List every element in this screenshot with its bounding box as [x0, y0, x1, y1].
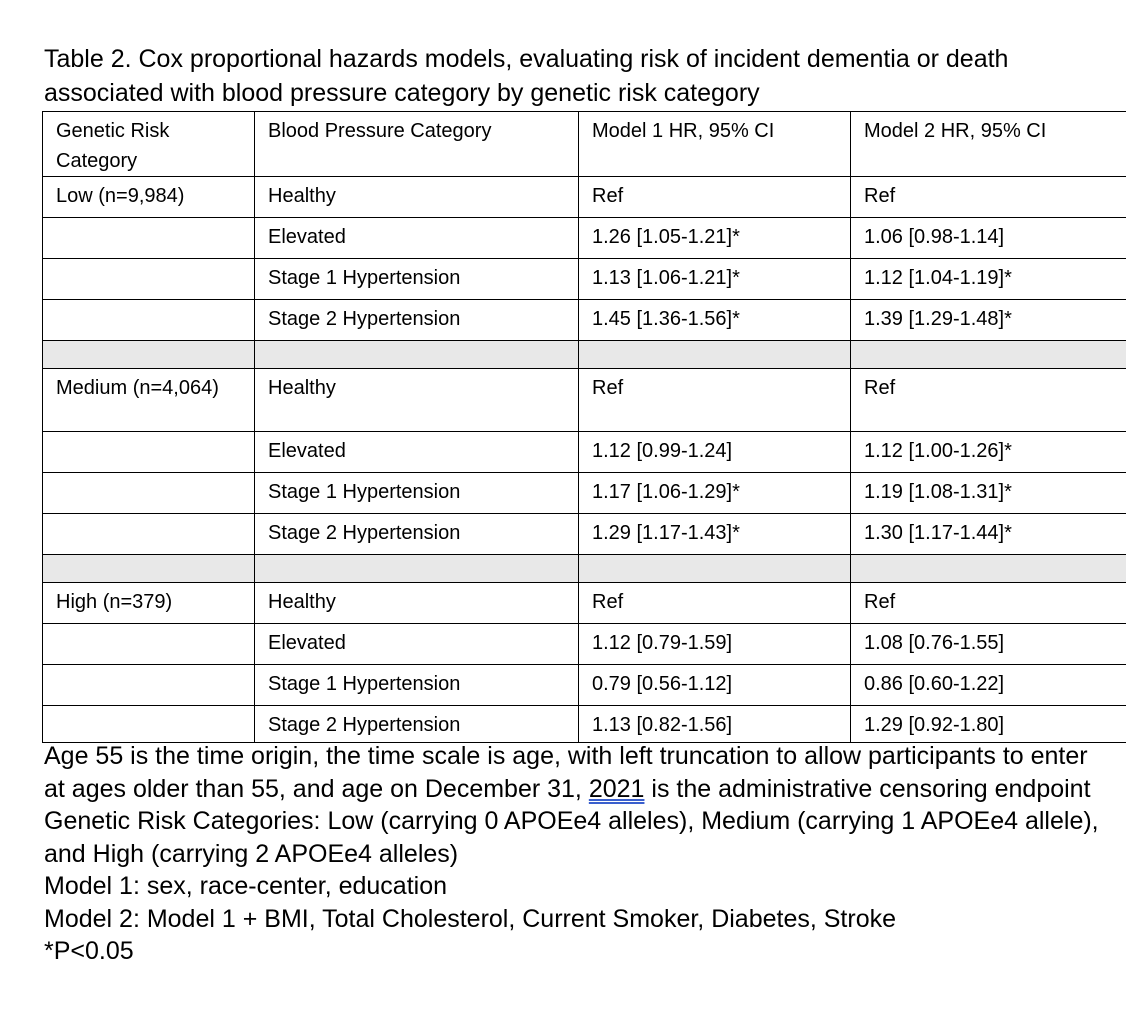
group-label-empty — [43, 706, 255, 743]
group-label-empty — [43, 665, 255, 706]
model2-cell: 0.86 [0.60-1.22] — [851, 665, 1126, 706]
header-genetic-risk: Genetic Risk Category — [43, 112, 255, 177]
table-row — [43, 624, 1126, 665]
group-separator-row — [43, 341, 1126, 369]
bp-category-cell: Elevated — [255, 432, 579, 473]
group-label-empty — [43, 259, 255, 300]
bp-category-cell: Elevated — [255, 624, 579, 665]
model1-cell: 1.13 [1.06-1.21]* — [579, 259, 851, 300]
model2-cell: 1.12 [1.00-1.26]* — [851, 432, 1126, 473]
group-label-medium: Medium (n=4,064) — [43, 369, 255, 432]
note-year: 2021 — [588, 774, 645, 803]
model2-cell: Ref — [851, 583, 1126, 624]
group-separator-row — [43, 555, 1126, 583]
model2-cell: 1.30 [1.17-1.44]* — [851, 514, 1126, 555]
model1-cell: 1.12 [0.79-1.59] — [579, 624, 851, 665]
bp-category-cell: Stage 1 Hypertension — [255, 259, 579, 300]
group-label-empty — [43, 624, 255, 665]
group-label-empty — [43, 432, 255, 473]
model2-cell: 1.12 [1.04-1.19]* — [851, 259, 1126, 300]
table-row — [43, 177, 1126, 218]
note-genetic-risk: Genetic Risk Categories: Low (carrying 0 APOEe4 alleles), Medium (carrying 1 APOEe4 allele), and High (carrying 2 APOEe4 alleles) — [44, 807, 1099, 868]
model2-cell: 1.29 [0.92-1.80] — [851, 706, 1126, 743]
bp-category-cell: Healthy — [255, 583, 579, 624]
model1-cell: 1.17 [1.06-1.29]* — [579, 473, 851, 514]
table-header-row — [43, 112, 1126, 177]
group-label-empty — [43, 218, 255, 259]
table-row — [43, 369, 1126, 432]
table-row — [43, 665, 1126, 706]
bp-category-cell: Stage 2 Hypertension — [255, 706, 579, 743]
bp-category-cell: Stage 2 Hypertension — [255, 514, 579, 555]
note-model1: Model 1: sex, race-center, education — [44, 872, 448, 900]
bp-category-cell: Elevated — [255, 218, 579, 259]
bp-category-cell: Stage 1 Hypertension — [255, 665, 579, 706]
model1-cell: 1.26 [1.05-1.21]* — [579, 218, 851, 259]
group-label-low: Low (n=9,984) — [43, 177, 255, 218]
model2-cell: 1.08 [0.76-1.55] — [851, 624, 1126, 665]
group-label-empty — [43, 300, 255, 341]
model2-cell: 1.19 [1.08-1.31]* — [851, 473, 1126, 514]
model1-cell: 1.45 [1.36-1.56]* — [579, 300, 851, 341]
table-row — [43, 300, 1126, 341]
bp-category-cell: Healthy — [255, 369, 579, 432]
model2-cell: Ref — [851, 177, 1126, 218]
model1-cell: Ref — [579, 177, 851, 218]
group-label-empty — [43, 473, 255, 514]
model1-cell: 1.12 [0.99-1.24] — [579, 432, 851, 473]
table-row — [43, 473, 1126, 514]
model1-cell: Ref — [579, 369, 851, 432]
bp-category-cell: Stage 1 Hypertension — [255, 473, 579, 514]
model1-cell: 0.79 [0.56-1.12] — [579, 665, 851, 706]
table-row — [43, 432, 1126, 473]
table-caption: Table 2. Cox proportional hazards models, evaluating risk of incident dementia or death associated with blood pressure category by genetic risk category — [44, 45, 1009, 107]
table-row — [43, 514, 1126, 555]
group-label-high: High (n=379) — [43, 583, 255, 624]
model1-cell: 1.29 [1.17-1.43]* — [579, 514, 851, 555]
group-label-empty — [43, 514, 255, 555]
note-time-origin: Age 55 is the time origin, the time scale is age, with left truncation to allow participants to enter at ages older than 55, and age on December 31, 2021 is the administrative censoring endpoint — [44, 742, 1091, 803]
table-row — [43, 583, 1126, 624]
model1-cell: 1.13 [0.82-1.56] — [579, 706, 851, 743]
bp-category-cell: Stage 2 Hypertension — [255, 300, 579, 341]
model2-cell: 1.06 [0.98-1.14] — [851, 218, 1126, 259]
model2-cell: 1.39 [1.29-1.48]* — [851, 300, 1126, 341]
model2-cell: Ref — [851, 369, 1126, 432]
table-row — [43, 259, 1126, 300]
note-model2: Model 2: Model 1 + BMI, Total Cholesterol, Current Smoker, Diabetes, Stroke — [44, 904, 897, 933]
model1-cell: Ref — [579, 583, 851, 624]
header-bp-category: Blood Pressure Category — [255, 112, 579, 177]
table-notes — [44, 740, 1114, 968]
bp-category-cell: Healthy — [255, 177, 579, 218]
header-model1: Model 1 HR, 95% CI — [579, 112, 851, 177]
note-significance: *P<0.05 — [44, 937, 134, 965]
table-row — [43, 218, 1126, 259]
hazard-ratio-table — [42, 111, 1126, 743]
header-model2: Model 2 HR, 95% CI — [851, 112, 1126, 177]
table-row — [43, 706, 1126, 743]
